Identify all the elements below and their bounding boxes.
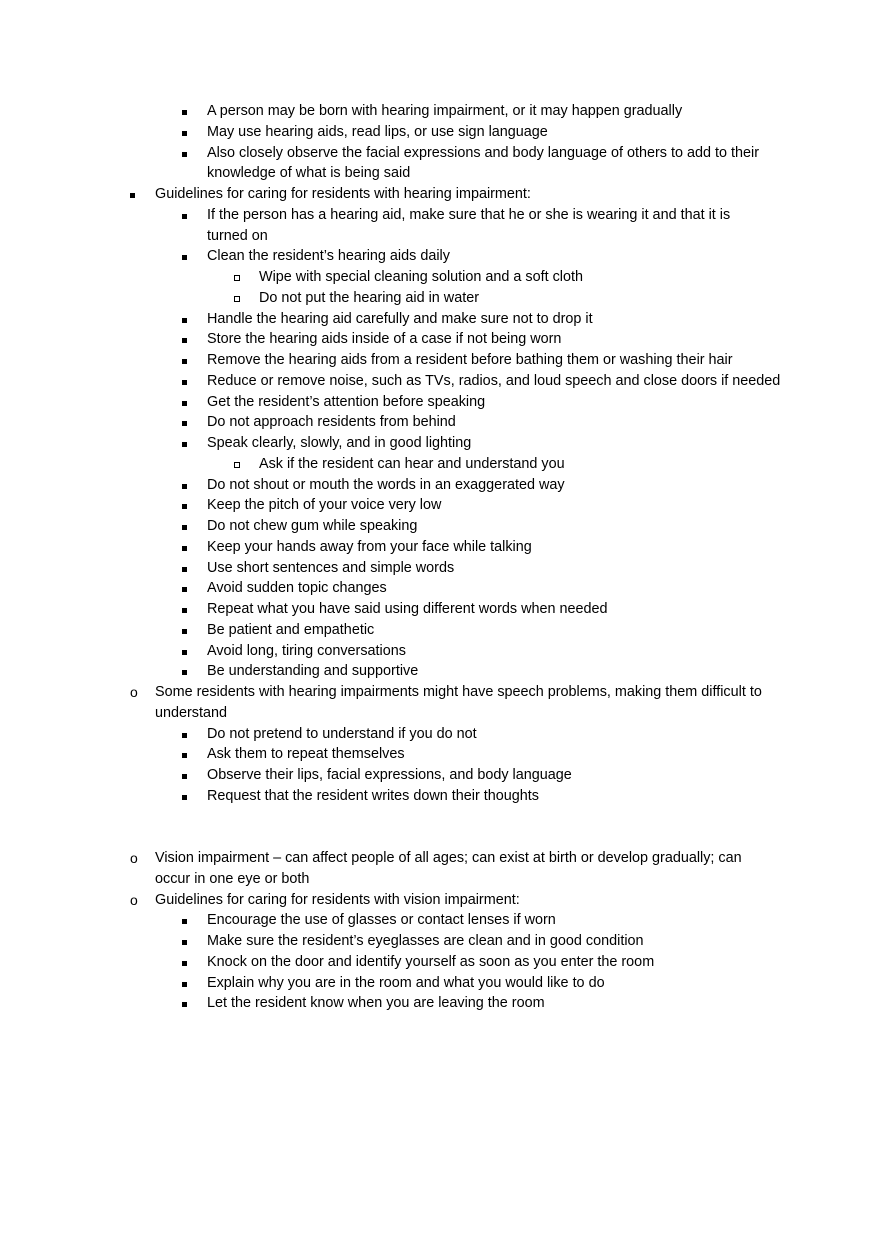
list-item — [0, 973, 880, 994]
list-item-text: Avoid sudden topic changes — [207, 580, 387, 597]
open-square-bullet-icon — [234, 454, 240, 475]
list-item-text: Keep your hands away from your face while talking — [207, 538, 532, 555]
list-item-text: Do not chew gum while speaking — [207, 518, 418, 534]
list-item-text: A person may be born with hearing impairment, or it may happen gradually — [207, 103, 683, 119]
list-item — [0, 288, 880, 309]
list-item — [0, 371, 880, 392]
list-item-text: Guidelines for caring for residents with hearing impairment: — [155, 186, 531, 202]
list-item — [0, 184, 880, 205]
list-item-text: Reduce or remove noise, such as TVs, radios, and loud speech and close doors if needed — [207, 372, 781, 389]
list-item-text: Avoid long, tiring conversations — [207, 642, 406, 659]
square-bullet-icon — [182, 516, 187, 537]
square-bullet-icon — [182, 433, 187, 454]
list-item-text: Request that the resident writes down their thoughts — [207, 787, 539, 804]
list-item — [0, 246, 880, 267]
circle-bullet-icon: o — [130, 850, 138, 866]
list-item — [0, 620, 880, 641]
square-bullet-icon — [182, 495, 187, 516]
list-item-text: Knock on the door and identify yourself as soon as you enter the room — [207, 953, 655, 970]
list-item-text: Wipe with special cleaning solution and a soft cloth — [259, 269, 583, 285]
list-item — [0, 890, 880, 911]
list-item — [0, 910, 880, 931]
list-item — [0, 869, 880, 890]
list-item — [0, 599, 880, 620]
list-item — [0, 848, 880, 869]
list-item-text: Observe their lips, facial expressions, and body language — [207, 767, 572, 783]
square-bullet-icon — [182, 910, 187, 931]
circle-bullet-icon: o — [130, 684, 138, 700]
square-bullet-icon — [182, 765, 187, 786]
list-item — [0, 267, 880, 288]
list-item — [0, 101, 880, 122]
list-item-text: Be patient and empathetic — [207, 621, 375, 638]
list-item — [0, 205, 880, 226]
list-item — [0, 703, 880, 724]
list-item — [0, 475, 880, 496]
list-item — [0, 641, 880, 662]
list-item — [0, 412, 880, 433]
list-item — [0, 765, 880, 786]
square-bullet-icon — [182, 641, 187, 662]
square-bullet-icon — [182, 392, 187, 413]
list-item — [0, 309, 880, 330]
square-bullet-icon — [182, 724, 187, 745]
square-bullet-icon — [182, 993, 187, 1014]
list-item-text: Ask if the resident can hear and understand you — [259, 455, 565, 472]
list-item-text: Clean the resident’s hearing aids daily — [207, 248, 450, 265]
list-item-text: Repeat what you have said using different words when needed — [207, 601, 608, 617]
square-bullet-icon — [182, 558, 187, 579]
square-bullet-icon — [182, 973, 187, 994]
square-bullet-icon — [182, 350, 187, 371]
list-item — [0, 516, 880, 537]
list-item-text: Vision impairment – can affect people of all ages; can exist at birth or develop gradually; can — [155, 850, 742, 866]
list-item — [0, 350, 880, 371]
list-item-text: Encourage the use of glasses or contact lenses if worn — [207, 912, 556, 929]
list-item-text: Some residents with hearing impairments might have speech problems, making them difficult to — [155, 684, 762, 700]
square-bullet-icon — [182, 744, 187, 765]
list-item-text: turned on — [207, 227, 268, 244]
square-bullet-icon — [182, 578, 187, 599]
list-item — [0, 329, 880, 350]
list-item — [0, 558, 880, 579]
list-item — [0, 744, 880, 765]
list-item-text: Do not pretend to understand if you do not — [207, 725, 477, 742]
square-bullet-icon — [182, 101, 187, 122]
square-bullet-icon — [182, 205, 187, 226]
list-item-text: Handle the hearing aid carefully and make sure not to drop it — [207, 310, 593, 327]
list-item — [0, 143, 880, 164]
list-item-text: Do not approach residents from behind — [207, 414, 456, 431]
list-item-text: Keep the pitch of your voice very low — [207, 497, 442, 514]
list-item-text: Speak clearly, slowly, and in good lighting — [207, 435, 472, 451]
square-bullet-icon — [182, 309, 187, 330]
square-bullet-icon — [182, 412, 187, 433]
list-item — [0, 226, 880, 247]
list-item-text: knowledge of what is being said — [207, 165, 411, 182]
square-bullet-icon — [182, 122, 187, 143]
square-bullet-icon — [182, 786, 187, 807]
square-bullet-icon — [130, 184, 135, 205]
list-item — [0, 661, 880, 682]
list-item-text: Explain why you are in the room and what you would like to do — [207, 974, 605, 991]
list-item — [0, 454, 880, 475]
list-item-text: May use hearing aids, read lips, or use sign language — [207, 123, 548, 140]
list-item — [0, 163, 880, 184]
document-page — [0, 101, 880, 1014]
square-bullet-icon — [182, 931, 187, 952]
section-gap — [0, 807, 880, 849]
square-bullet-icon — [182, 952, 187, 973]
list-item — [0, 495, 880, 516]
list-item-text: understand — [155, 704, 228, 721]
square-bullet-icon — [182, 329, 187, 350]
list-item — [0, 724, 880, 745]
square-bullet-icon — [182, 246, 187, 267]
list-item — [0, 682, 880, 703]
list-item-text: Get the resident’s attention before speaking — [207, 393, 486, 410]
list-item-text: Do not put the hearing aid in water — [259, 289, 479, 306]
square-bullet-icon — [182, 599, 187, 620]
list-item-text: occur in one eye or both — [155, 870, 310, 887]
list-item-text: Make sure the resident’s eyeglasses are clean and in good condition — [207, 933, 644, 949]
list-item-text: Guidelines for caring for residents with vision impairment: — [155, 891, 520, 908]
list-item — [0, 578, 880, 599]
list-item-text: Use short sentences and simple words — [207, 559, 455, 576]
list-item — [0, 931, 880, 952]
square-bullet-icon — [182, 620, 187, 641]
open-square-bullet-icon — [234, 288, 240, 309]
list-item — [0, 392, 880, 413]
list-item-text: Remove the hearing aids from a resident before bathing them or washing their hair — [207, 352, 733, 368]
list-item-text: If the person has a hearing aid, make sure that he or she is wearing it and that it is — [207, 206, 731, 223]
list-item-text: Store the hearing aids inside of a case if not being worn — [207, 331, 562, 348]
square-bullet-icon — [182, 475, 187, 496]
list-item — [0, 122, 880, 143]
list-item-text: Ask them to repeat themselves — [207, 746, 405, 763]
list-item-text: Also closely observe the facial expressions and body language of others to add to their — [207, 144, 759, 161]
list-item — [0, 993, 880, 1014]
list-item — [0, 952, 880, 973]
square-bullet-icon — [182, 661, 187, 682]
circle-bullet-icon: o — [130, 891, 138, 908]
square-bullet-icon — [182, 143, 187, 164]
list-item-text: Let the resident know when you are leaving the room — [207, 995, 545, 1012]
open-square-bullet-icon — [234, 267, 240, 288]
square-bullet-icon — [182, 371, 187, 392]
list-item — [0, 537, 880, 558]
square-bullet-icon — [182, 537, 187, 558]
list-item — [0, 786, 880, 807]
list-item — [0, 433, 880, 454]
list-item-text: Do not shout or mouth the words in an exaggerated way — [207, 476, 565, 493]
list-item-text: Be understanding and supportive — [207, 663, 419, 680]
